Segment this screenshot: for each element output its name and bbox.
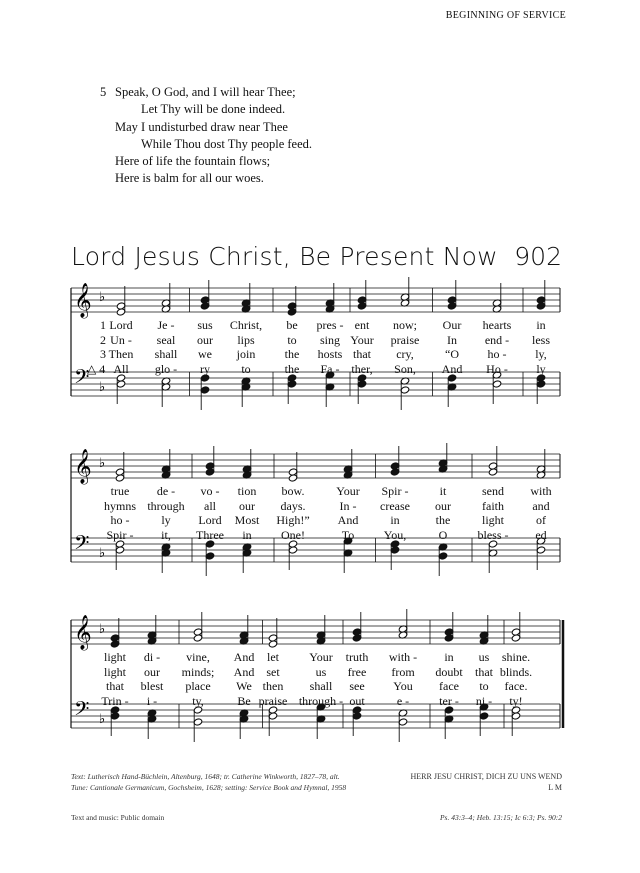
lyric-syllable: ho - <box>487 347 507 361</box>
note-head <box>193 628 203 636</box>
treble-clef-icon: 𝄞 <box>74 449 92 484</box>
lyric-syllable: Christ, <box>229 318 263 332</box>
verse-number: 2 <box>100 332 106 347</box>
lyric-syllable: end - <box>484 332 510 347</box>
lyric-syllable: now; <box>393 318 417 332</box>
lyric-syllable: the <box>435 513 451 527</box>
lyric-syllable: us <box>478 650 490 664</box>
lyric-syllable: “O <box>445 347 459 361</box>
stanza-line: May I undisturbed draw near Thee <box>115 119 288 134</box>
lyric-syllable: We <box>236 679 252 693</box>
note-head <box>110 712 120 720</box>
lyric-syllable: Son, <box>394 361 416 376</box>
lyric-syllable: our <box>144 664 160 679</box>
flat-icon: ♭ <box>99 622 106 637</box>
lyric-syllable: place <box>185 679 211 693</box>
note-head <box>268 634 278 642</box>
lyric-syllable: vine, <box>186 650 210 664</box>
lyric-syllable: crease <box>380 498 410 513</box>
lyric-syllable: light <box>481 513 505 527</box>
bass-clef-icon: 𝄢 <box>74 697 90 725</box>
lyric-syllable: And <box>233 664 255 679</box>
lyric-syllable: then <box>262 679 284 693</box>
scripture-refs: Ps. 43:3–4; Heb. 13:15; Ic 6:3; Ps. 90:2 <box>439 813 562 822</box>
lyric-syllable: In <box>447 332 457 347</box>
hymn-number: 902 <box>514 242 562 271</box>
lyric-syllable: ther, <box>351 361 373 376</box>
lyric-syllable: let <box>267 650 279 664</box>
stanza-line: While Thou dost Thy people feed. <box>141 136 313 151</box>
stanza-line: 5 Speak, O God, and I will hear Thee; <box>100 84 312 101</box>
lyric-syllable: ty! <box>509 693 523 708</box>
lyric-syllable: through <box>147 498 185 513</box>
lyric-syllable: ent <box>354 318 370 332</box>
lyric-syllable: light <box>103 664 127 679</box>
lyric-syllable: days. <box>280 498 306 513</box>
lyric-syllable: it, <box>161 527 171 542</box>
lyric-syllable: All <box>113 361 129 376</box>
lyric-syllable: minds; <box>181 664 215 679</box>
note-head <box>479 712 489 720</box>
lyric-syllable: to <box>287 332 297 347</box>
lyric-syllable: sing <box>319 332 341 347</box>
lyric-syllable: in <box>390 513 400 527</box>
lyric-syllable: Most <box>234 513 260 527</box>
note-head <box>268 712 278 720</box>
lyric-syllable: less <box>532 332 550 347</box>
lyric-syllable: Spir - <box>106 527 134 542</box>
stanza-number: 5 <box>100 85 107 99</box>
lyric-syllable: from <box>391 664 415 679</box>
verse-line <box>0 679 640 694</box>
lyric-syllable: glo - <box>154 361 178 376</box>
lyric-syllable: and <box>532 498 550 513</box>
lyric-syllable: Be <box>237 693 251 708</box>
lyric-syllable: of <box>536 513 546 527</box>
meter: L M <box>548 783 562 792</box>
lyric-syllable: ed <box>535 527 547 542</box>
verse-line <box>0 665 640 680</box>
lyric-syllable: O <box>438 527 448 542</box>
lyric-syllable: our <box>435 498 451 513</box>
bass-clef-icon: 𝄢 <box>74 531 90 559</box>
lyric-syllable: Un - <box>110 332 132 347</box>
lyric-syllable: Lord <box>198 513 222 527</box>
lyric-syllable: de - <box>156 484 176 498</box>
lyric-syllable: ly <box>161 513 171 527</box>
lyric-syllable: in <box>444 650 454 664</box>
lyric-syllable: You <box>393 679 413 693</box>
lyric-syllable: shall <box>154 347 178 361</box>
lyric-syllable: High!” <box>276 513 310 527</box>
lyric-syllable: see <box>349 679 365 693</box>
lyric-syllable: seal <box>156 332 176 347</box>
lyric-syllable: out <box>349 693 365 708</box>
text-credit: Text: Lutherisch Hand-Büchlein, Altenburg, 1648; tr. Catherine Winkworth, 1827–78, alt. <box>71 772 340 781</box>
lyric-syllable: pres - <box>316 318 344 332</box>
lyric-syllable: e - <box>396 693 410 708</box>
note-head <box>444 628 454 636</box>
lyric-syllable: with <box>530 484 552 498</box>
lyric-syllable: hymns <box>103 498 137 513</box>
lyric-syllable: us <box>315 664 327 679</box>
flat-icon: ♭ <box>99 712 106 727</box>
lyric-syllable: ry <box>200 361 210 376</box>
note-head <box>193 718 203 726</box>
stanza-line: Here is balm for all our woes. <box>115 171 264 186</box>
lyric-syllable: faith <box>482 498 504 513</box>
lyric-syllable: join <box>236 347 256 361</box>
lyric-syllable: ly <box>536 361 546 376</box>
verse-line <box>0 650 640 665</box>
lyric-syllable: Your <box>309 650 333 664</box>
lyric-syllable: that <box>475 664 493 679</box>
note-head <box>352 712 362 720</box>
stanza-line: Let Thy will be done indeed. <box>141 102 286 117</box>
lyric-syllable: And <box>233 650 255 664</box>
lyric-syllable: ly, <box>535 347 547 361</box>
lyric-syllable: sus <box>197 318 213 332</box>
lyric-syllable: our <box>197 332 213 347</box>
lyric-syllable: Lord <box>109 318 133 332</box>
lyric-syllable: In - <box>339 498 357 513</box>
lyric-syllable: Your <box>336 484 360 498</box>
lyric-syllable: hearts <box>482 318 512 332</box>
lyric-syllable: vo - <box>200 484 220 498</box>
lyric-syllable: ho - <box>110 513 130 527</box>
tune-name: HERR JESU CHRIST, DICH ZU UNS WEND <box>410 772 562 781</box>
note-head <box>110 634 120 642</box>
lyric-syllable: di - <box>143 650 161 664</box>
lyric-syllable: that <box>353 347 371 361</box>
lyric-syllable: all <box>204 498 216 513</box>
lyric-syllable: our <box>239 498 255 513</box>
section-header: BEGINNING OF SERVICE <box>445 10 566 21</box>
lyric-syllable: ni - <box>475 693 493 708</box>
verse-number: △ 4 <box>87 361 106 376</box>
lyric-syllable: praise <box>258 693 288 708</box>
lyric-syllable: lips <box>237 332 255 347</box>
bass-clef-icon: 𝄢 <box>74 365 90 393</box>
treble-clef-icon: 𝄞 <box>74 283 92 318</box>
treble-clef-icon: 𝄞 <box>74 615 92 650</box>
lyric-syllable: the <box>284 361 300 376</box>
lyric-syllable: face. <box>504 679 528 693</box>
lyric-syllable: be <box>286 318 298 332</box>
lyric-syllable: free <box>347 664 367 679</box>
lyric-syllable: shine. <box>501 650 531 664</box>
lyric-syllable: set <box>266 664 280 679</box>
lyric-syllable: Spir - <box>381 484 409 498</box>
lyric-syllable: i - <box>146 693 158 708</box>
lyric-syllable: with - <box>388 650 418 664</box>
lyric-syllable: blinds. <box>499 664 533 679</box>
flat-icon: ♭ <box>99 290 106 305</box>
lyric-syllable: Your <box>350 332 374 347</box>
lyric-syllable: Our <box>442 318 462 332</box>
note-head <box>511 712 521 720</box>
lyric-syllable: hosts <box>317 347 343 361</box>
flat-icon: ♭ <box>99 546 106 561</box>
stanza-line: Here of life the fountain flows; <box>115 154 271 169</box>
lyric-syllable: ty, <box>192 693 204 708</box>
lyric-syllable: Je - <box>157 318 175 332</box>
lyric-syllable: to <box>479 679 489 693</box>
lyric-syllable: bow. <box>281 484 305 498</box>
note-head <box>352 628 362 636</box>
flat-icon: ♭ <box>99 456 106 471</box>
lyric-syllable: You, <box>383 527 407 542</box>
lyric-syllable: And <box>337 513 359 527</box>
lyric-syllable: in <box>536 318 546 332</box>
tune-credit: Tune: Cantionale Germanicum, Gochsheim, 1628; setting: Service Book and Hymnal, 1958 <box>71 783 347 792</box>
lyric-syllable: Ho - <box>486 361 508 376</box>
lyric-syllable: doubt <box>435 664 463 679</box>
lyric-syllable: bless - <box>477 527 509 542</box>
lyric-syllable: light <box>103 650 127 664</box>
lyric-syllable: through - <box>298 693 344 708</box>
lyric-syllable: blest <box>140 679 164 693</box>
verse-number: 1 <box>100 318 106 332</box>
lyric-syllable: Fa - <box>320 361 340 376</box>
lyric-syllable: Then <box>108 347 134 361</box>
hymn-title: Lord Jesus Christ, Be Present Now <box>71 242 498 271</box>
verse-line <box>0 694 640 709</box>
lyric-syllable: Three <box>196 527 224 542</box>
lyric-syllable: it <box>439 484 447 498</box>
lyric-syllable: ter - <box>439 693 459 708</box>
lyric-syllable: we <box>198 347 212 361</box>
lyric-syllable: To <box>341 527 355 542</box>
lyric-syllable: truth <box>345 650 369 664</box>
lyric-syllable: shall <box>309 679 333 693</box>
flat-icon: ♭ <box>99 380 106 395</box>
lyric-syllable: face <box>439 679 459 693</box>
verse-number: 3 <box>100 347 106 361</box>
lyric-syllable: that <box>106 679 124 693</box>
lyric-syllable: cry, <box>396 347 414 361</box>
lyric-syllable: send <box>482 484 504 498</box>
lyric-syllable: One! <box>281 527 305 542</box>
lyric-syllable: to <box>241 361 251 376</box>
lyric-syllable: Trin - <box>101 693 129 708</box>
note-head <box>398 718 408 726</box>
lyric-syllable: tion <box>237 484 257 498</box>
note-head <box>511 628 521 636</box>
copyright: Text and music: Public domain <box>71 813 165 822</box>
lyric-syllable: praise <box>390 332 420 347</box>
lyric-syllable: the <box>284 347 300 361</box>
lyric-syllable: And <box>441 361 463 376</box>
lyric-syllable: in <box>242 527 252 542</box>
lyric-syllable: true <box>110 484 130 498</box>
